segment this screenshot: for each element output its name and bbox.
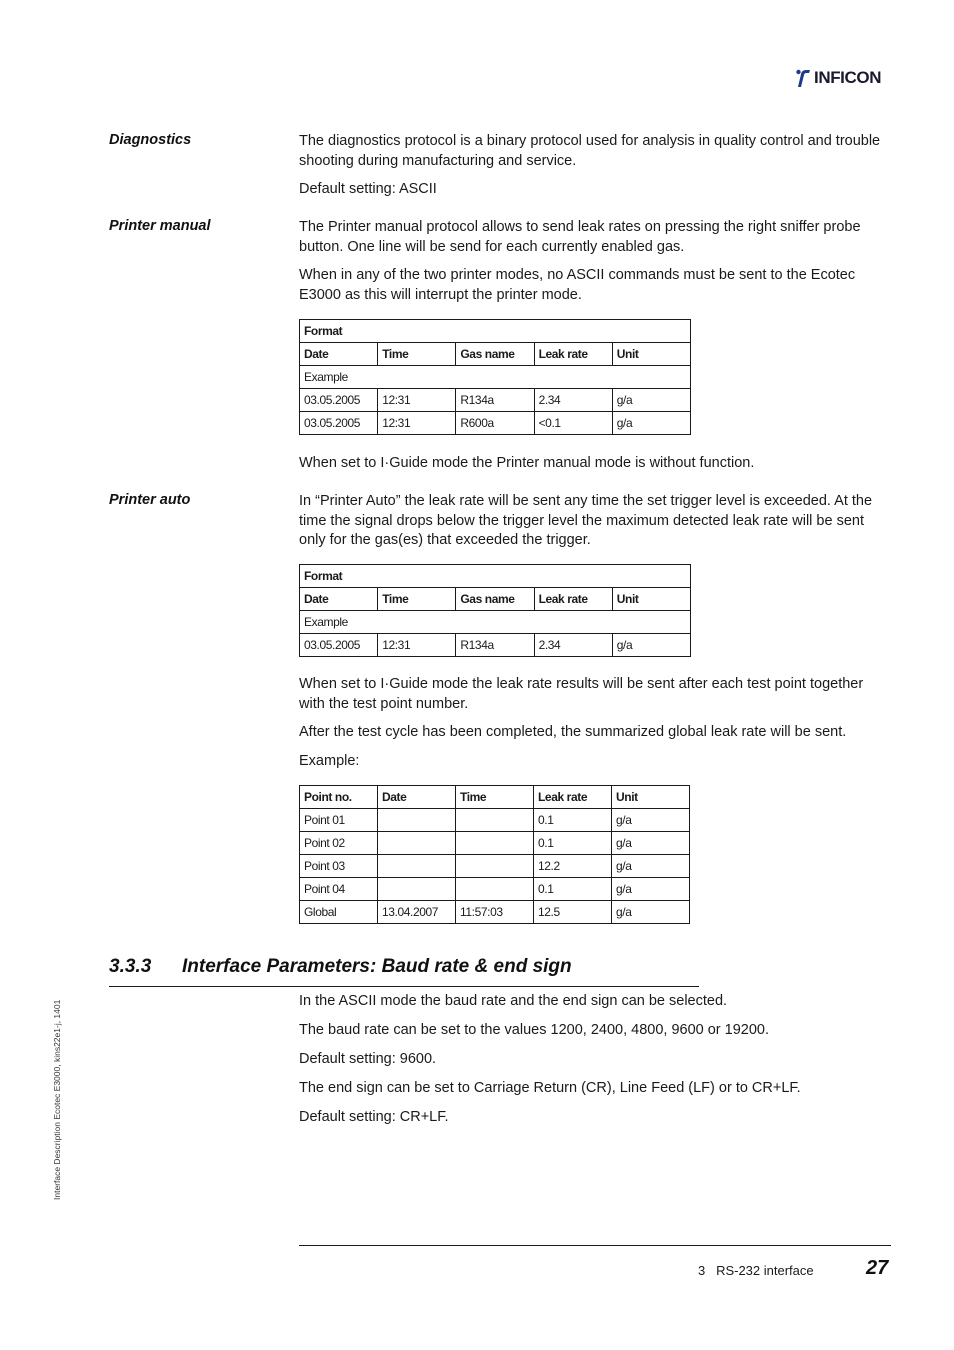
table-cell [456, 832, 534, 855]
table-cell [378, 878, 456, 901]
printer-manual-text-2: When in any of the two printer modes, no ASCII commands must be sent to the Ecotec E3000 as this will interrupt the printer mode. [299, 267, 856, 303]
baud-text-1: In the ASCII mode the baud rate and the end sign can be selected. [299, 993, 728, 1009]
table-row [300, 809, 690, 832]
footer-rule [299, 1245, 891, 1246]
document-id-note: Interface Description Ecotec E3000, kins22e1-j, 1401 [52, 999, 62, 1200]
table-cell: 12:31 [378, 389, 456, 412]
table-row [300, 412, 691, 435]
table-row [300, 389, 691, 412]
printer-manual-format-table [299, 319, 691, 435]
table-cell: 2.34 [534, 389, 612, 412]
table-row [300, 565, 691, 588]
table-row [300, 878, 690, 901]
logo-text: INFICON [814, 68, 882, 87]
table-cell: 12.2 [534, 855, 612, 878]
footer-section: 3 RS-232 interface [698, 1263, 814, 1278]
table-cell: Point 03 [300, 855, 378, 878]
printer-auto-text-3: After the test cycle has been completed, the summarized global leak rate will be sent. [299, 724, 847, 740]
table-cell: 12:31 [378, 634, 456, 657]
format-label: Format [300, 565, 691, 588]
header-cell: Date [300, 343, 378, 366]
table-row [300, 366, 691, 389]
header-cell: Leak rate [534, 588, 612, 611]
table-row [300, 320, 691, 343]
page-number: 27 [866, 1257, 889, 1279]
header-cell: Date [378, 786, 456, 809]
table-cell: g/a [612, 634, 690, 657]
header-cell: Leak rate [534, 786, 612, 809]
printer-manual-text-1: The Printer manual protocol allows to send leak rates on pressing the right sniffer probe button. One line will be send for each currently enabled gas. [299, 219, 861, 255]
table-cell: R600a [456, 412, 534, 435]
header-cell: Time [378, 343, 456, 366]
printer-auto-format-table [299, 564, 691, 657]
table-row [300, 832, 690, 855]
inficon-logo [795, 66, 881, 90]
section-title: Interface Parameters: Baud rate & end sign [182, 956, 572, 977]
table-row [300, 611, 691, 634]
table-cell: 13.04.2007 [378, 901, 456, 924]
table-cell: 12:31 [378, 412, 456, 435]
header-cell: Point no. [300, 786, 378, 809]
table-cell: g/a [612, 832, 690, 855]
format-label: Format [300, 320, 691, 343]
table-cell: Global [300, 901, 378, 924]
table-cell: g/a [612, 855, 690, 878]
table-cell [456, 855, 534, 878]
diagnostics-text: The diagnostics protocol is a binary protocol used for analysis in quality control and trouble shooting during manufacturing and service. [299, 133, 881, 169]
table-cell: <0.1 [534, 412, 612, 435]
table-cell: Point 02 [300, 832, 378, 855]
table-header-row [300, 786, 690, 809]
table-cell: g/a [612, 809, 690, 832]
printer-manual-note: When set to I·Guide mode the Printer manual mode is without function. [299, 455, 755, 471]
table-cell: 0.1 [534, 878, 612, 901]
header-cell: Time [456, 786, 534, 809]
end-sign-text: The end sign can be set to Carriage Return (CR), Line Feed (LF) or to CR+LF. [299, 1080, 801, 1096]
table-cell: g/a [612, 412, 690, 435]
table-cell: 0.1 [534, 809, 612, 832]
example-label: Example [300, 366, 691, 389]
section-heading [109, 956, 699, 987]
table-header-row [300, 343, 691, 366]
test-point-example-table [299, 785, 690, 924]
diagnostics-label: Diagnostics [109, 132, 192, 148]
header-cell: Gas name [456, 588, 534, 611]
printer-auto-text-2: When set to I·Guide mode the leak rate results will be sent after each test point together with the test point number. [299, 676, 864, 712]
table-cell: 03.05.2005 [300, 412, 378, 435]
header-cell: Leak rate [534, 343, 612, 366]
table-header-row [300, 588, 691, 611]
table-cell: 03.05.2005 [300, 389, 378, 412]
printer-manual-label: Printer manual [109, 218, 211, 234]
inficon-logo-mark [795, 68, 811, 88]
header-cell: Unit [612, 786, 690, 809]
table-cell [456, 809, 534, 832]
header-cell: Time [378, 588, 456, 611]
table-cell [378, 832, 456, 855]
table-cell: 12.5 [534, 901, 612, 924]
table-cell [456, 878, 534, 901]
baud-text-2: The baud rate can be set to the values 1200, 2400, 4800, 9600 or 19200. [299, 1022, 769, 1038]
table-row [300, 901, 690, 924]
baud-default: Default setting: 9600. [299, 1051, 437, 1067]
table-cell: g/a [612, 389, 690, 412]
table-cell: 11:57:03 [456, 901, 534, 924]
section-number: 3.3.3 [109, 956, 152, 977]
table-cell [378, 855, 456, 878]
printer-auto-text-1: In “Printer Auto” the leak rate will be sent any time the set trigger level is exceeded. At the time the signal drops below the trigger level the maximum detected leak rate will be sent only for the gas(es) that exceeded the trigger. [299, 493, 873, 548]
header-cell: Unit [612, 588, 690, 611]
header-cell: Date [300, 588, 378, 611]
table-cell: R134a [456, 634, 534, 657]
end-sign-default: Default setting: CR+LF. [299, 1109, 449, 1125]
table-cell: Point 04 [300, 878, 378, 901]
table-cell [378, 809, 456, 832]
header-cell: Unit [612, 343, 690, 366]
printer-auto-label: Printer auto [109, 492, 191, 508]
table-row [300, 634, 691, 657]
table-cell: Point 01 [300, 809, 378, 832]
table-cell: 2.34 [534, 634, 612, 657]
table-cell: g/a [612, 878, 690, 901]
table-cell: 0.1 [534, 832, 612, 855]
table-cell: 03.05.2005 [300, 634, 378, 657]
example-label: Example [300, 611, 691, 634]
printer-auto-text-4: Example: [299, 753, 360, 769]
header-cell: Gas name [456, 343, 534, 366]
table-cell: g/a [612, 901, 690, 924]
table-row [300, 855, 690, 878]
table-cell: R134a [456, 389, 534, 412]
diagnostics-default: Default setting: ASCII [299, 181, 437, 197]
